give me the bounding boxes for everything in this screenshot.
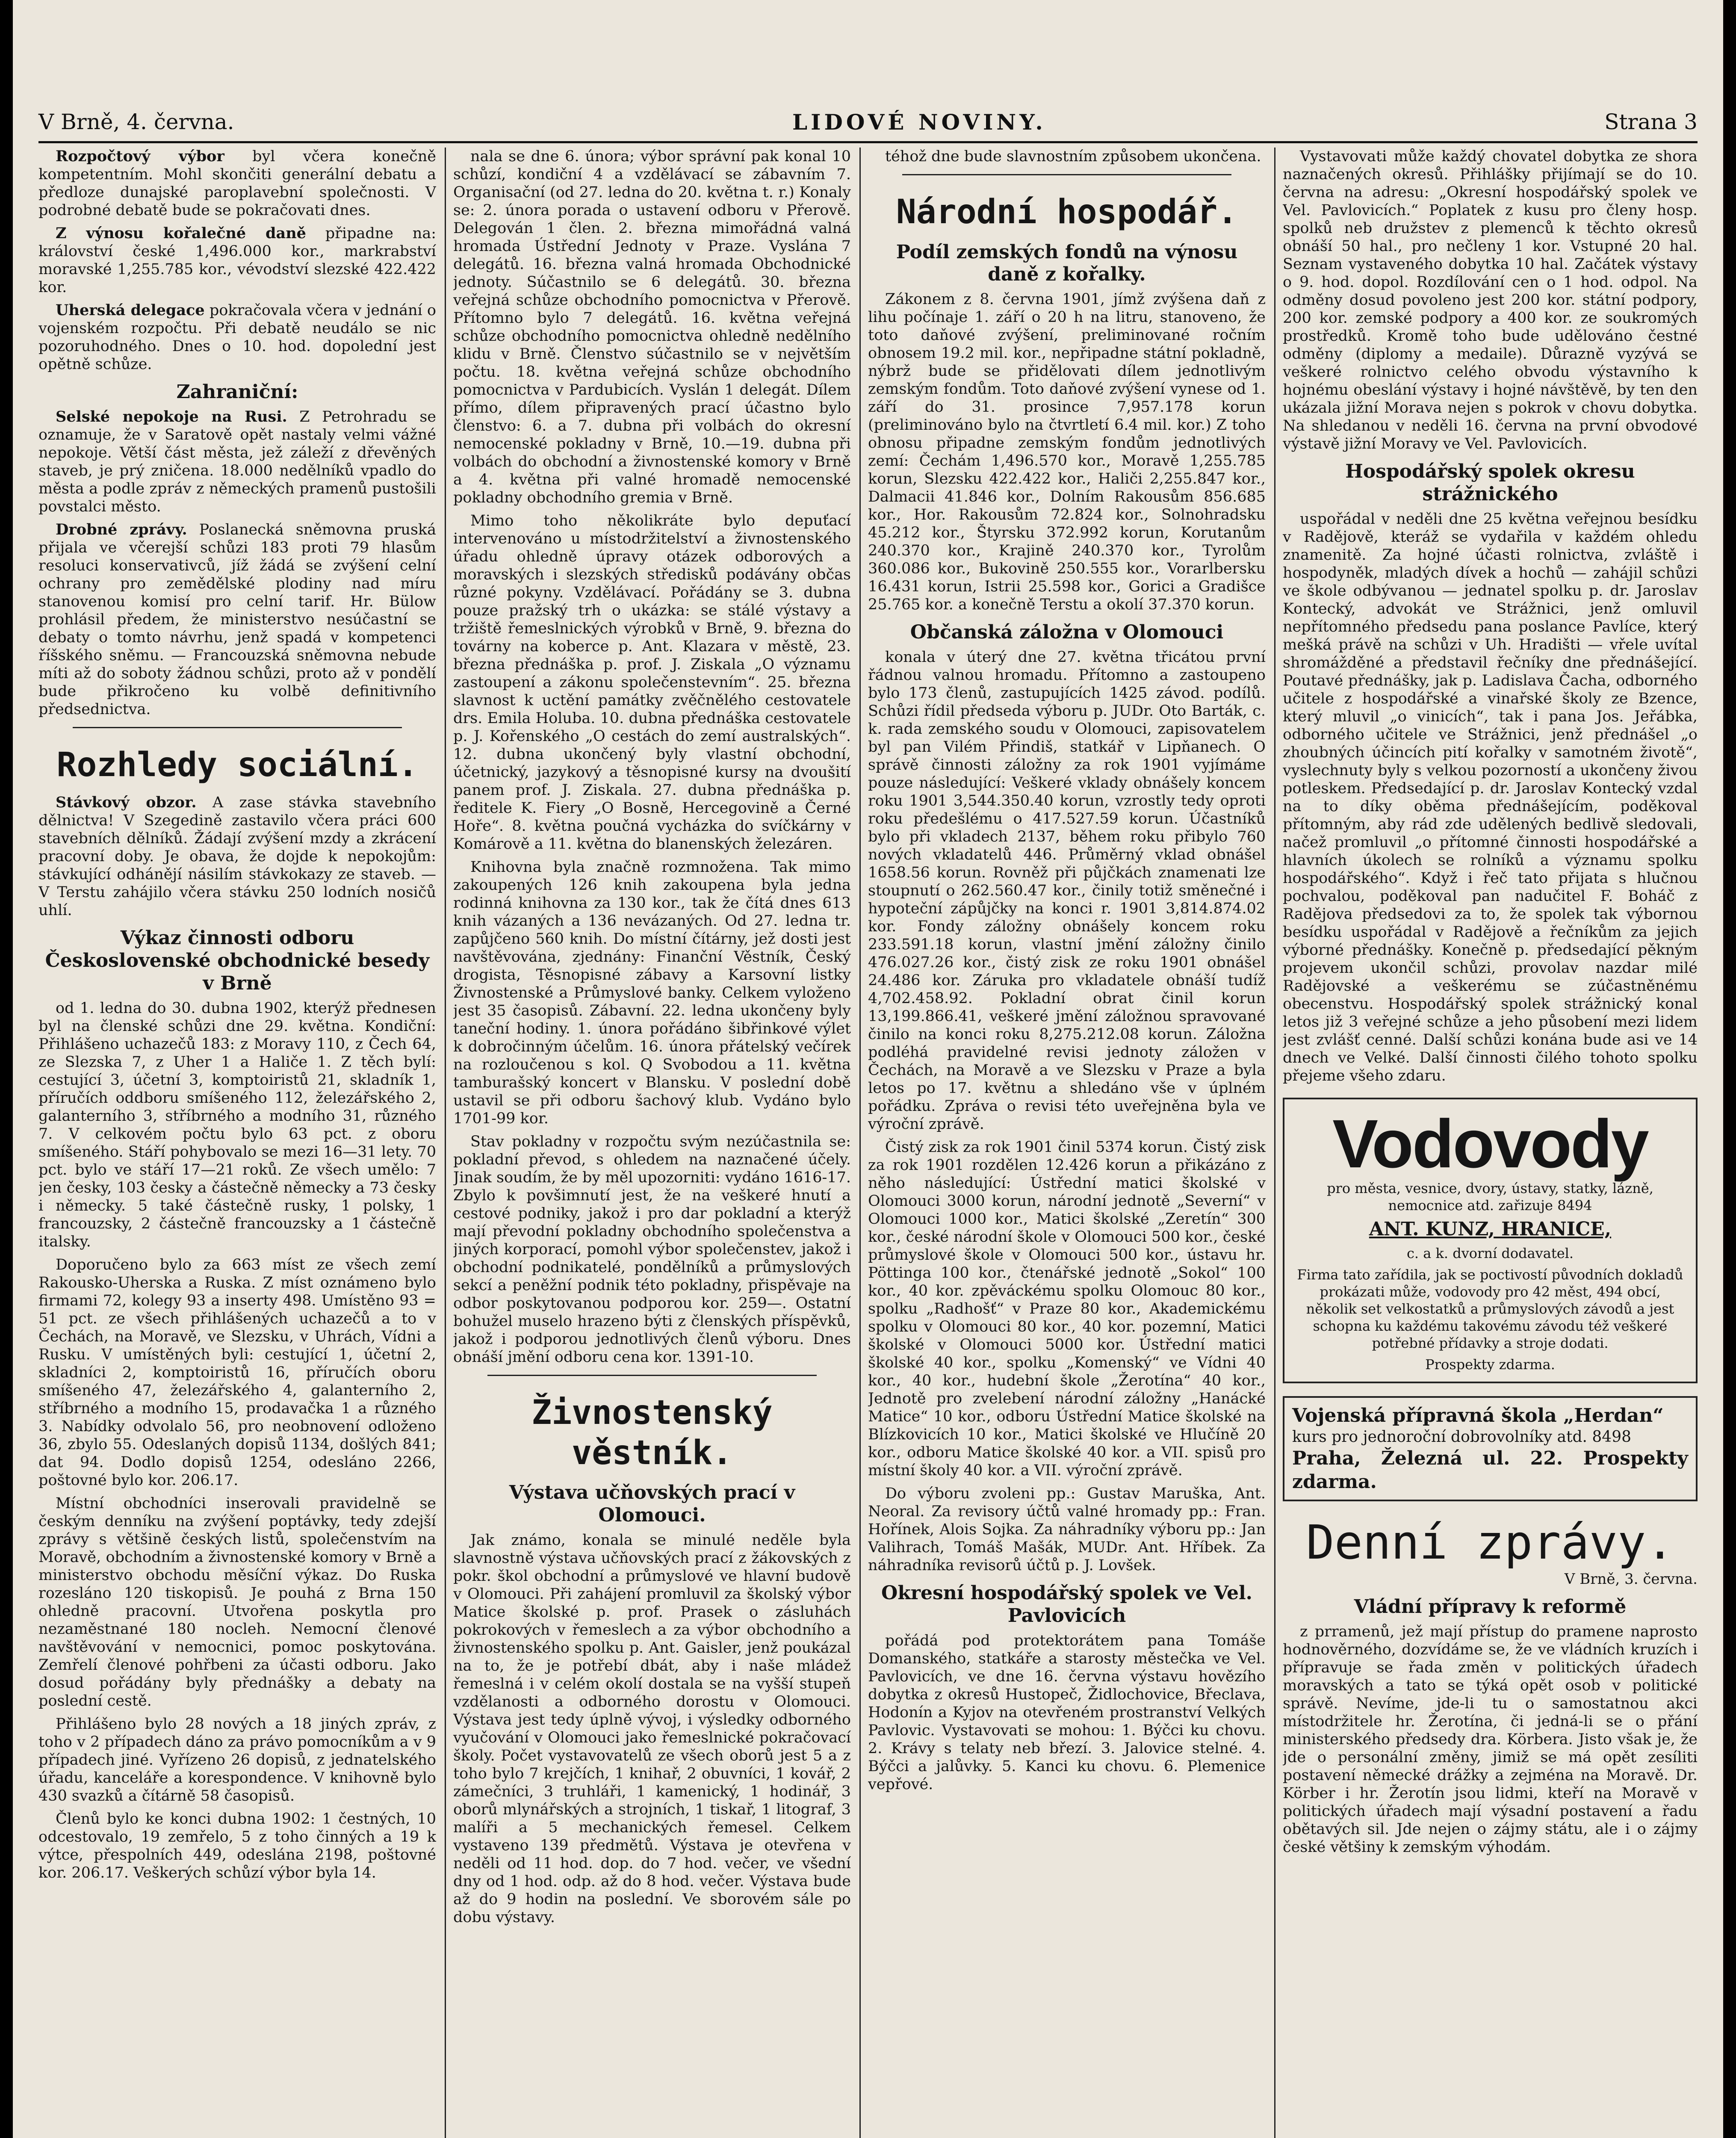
- article-text: od 1. ledna do 30. dubna 1902, kterýž přednesen byl na členské schůzi dne 29. května. Kondiční: Přihlášeno uchazečů 183: z Moravy 110, z Čech 64, ze Slezska 7, z Uher 1 a Haliče 1. Z těch bylí: cestující 3, účetní 3, komptoiristů 21, skladník 1, příručích oddboru smíšeného 112, železářského 2, galanterního 3, stříbrného a modního 31, různého 7. V celkovém počtu bylo 63 pct. z oboru smíšeného. Stáří pohybovalo se mezi 16—31 lety. 70 pct. bylo ve stáří 17—21 roků. Ze všech umělo: 7 jen česky, 103 česky a částečně německy a 73 česky i německy. 5 také částečně rusky, 1 polsky, 1 francouzsky, 2 částečně francouzsky a 1 částečně italsky.: [38, 999, 436, 1250]
- divider: [902, 174, 1231, 175]
- column-3: [868, 148, 1266, 2138]
- article-text: Do výboru zvoleni pp.: Gustav Maruška, Ant. Neoral. Za revisory účtů valné hromady pp.: Fran. Hořínek, Alois Sojka. Za náhradníky výboru pp.: Jan Valihrach, Tomáš Mašák, MUDr. Ant. Hříbek. Za náhradníka revisorů účtů p. J. Lovšek.: [868, 1485, 1266, 1574]
- article-text: nala se dne 6. února; výbor správní pak konal 10 schůzí, kondiční 4 a vzdělávací se zábavním 7. Organisační (od 27. ledna do 20. května t. r.) Konaly se: 2. února porada o ustavení odboru v Přerově. Delegován 1 člen. 2. března mimořádná valná hromada Ústřední Jednoty v Praze. Vyslána 7 delegátů. 16. března valná hromada Obchodnické jednoty. Súčastnilo se 6 delegátů. 30. března veřejná schůze obchodního pomocnictva v Přerově. Přítomno bylo 7 delegátů. 16. května veřejná schůze obchodního pomocnictva ohledně nedělního klidu v Brně. Členstvo súčastnilo se v největším počtu. 18. května veřejná schůze obchodního pomocnictva v Pardubicích. Vyslán 1 delegát. Dílem přímo, dílem připravených prací účastno bylo členstvo: 6. a 7. dubna při volbách do okresní nemocenské pokladny v Brně, 10.—19. dubna při volbách do obchodní a živnostenské komory v Brně a 4. května při valné hromadě nemocenské pokladny obchodního gremia v Brně.: [453, 148, 851, 506]
- section-title-trade: Živnostenský věstník.: [531, 1394, 773, 1472]
- article-paragraph: [38, 148, 436, 219]
- column-divider: [859, 148, 861, 2138]
- article-text: Stav pokladny v rozpočtu svým nezúčastnila se: pokladní převod, s ohledem na naznačené účely. Jinak soudím, že by měl upozorniti: vydáno 1616-17. Zbylo k povšimnutí jest, že na veškeré hnutí a cestové podniky, jakož i pro dar pokladní a kterýž mají převodní pokladny obchodního společenstva a jiných korporací, pomohl výbor společenstev, jakož i obchodní podnikatelé, pondělníků a průmyslových sekcí a peněžní podnik této pokladny, přispěvaje na odbor poskytovanou podporou kor. 259—. Ostatní bohužel muselo hrazeno býti z členských příspěvků, jakož i podporou jednotlivých členů výboru. Dnes obnáší jmění odboru cena kor. 1391-10.: [453, 1133, 851, 1366]
- article-heading: Výstava učňovských prací v Olomouci.: [509, 1482, 795, 1526]
- advertisement-school: [1283, 1396, 1698, 1501]
- section-title-economy: Národní hospodář.: [896, 193, 1238, 231]
- column-4: [1283, 148, 1698, 2138]
- ad-number: 8498: [1592, 1428, 1632, 1446]
- article-heading: Uherská delegace: [56, 301, 205, 319]
- section-title-social: Rozhledy sociální.: [56, 745, 418, 784]
- column-divider: [1274, 148, 1275, 2138]
- article-paragraph: [38, 408, 436, 516]
- article-text: připadne na: království české 1,496.000 kor., markrabství moravské 1,255.785 kor., vévodství slezské 422.422 kor.: [38, 225, 436, 296]
- ad-firm: ANT. KUNZ, HRANICE,: [1369, 1218, 1612, 1240]
- article-text: Doporučeno bylo za 663 míst ze všech zemí Rakousko-Uherska a Ruska. Z míst oznámeno bylo firmami 72, kolegy 93 a inserty 498. Umístěno 93 = 51 pct. ze všech přihlášených uchazečů a to v Čechách, na Moravě, ve Slezsku, v Uhrách, Vídni a Rusku. V umístěných byli: cestující 1, účetní 2, skladníci 2, komptoiristů 16, příručích oboru smíšeného 47, železářského 4, galanterního 2, stříbrného a modního 15, prodavačka 1 a různého 3. Nabídky odvolalo 56, pro neobnovení odloženo 36, zbylo 55. Odeslaných dopisů 1134, došlých 841; dat 94. Dodlo dopisů 1254, odesláno 2266, poštovné bylo kor. 206.17.: [38, 1256, 436, 1489]
- article-paragraph: [38, 224, 436, 296]
- article-heading: Výkaz činnosti odboru Československé obchodnické besedy v Brně: [45, 927, 430, 994]
- article-text: byl včera konečně kompetentním. Mohl skončiti generální debatu a předloze dunajské paroplavební společnosti. V podrobné debatě bude se pokračovati dnes.: [38, 148, 436, 219]
- article-text: Přihlášeno bylo 28 nových a 18 jiných zpráv, z toho v 2 případech dáno za právo pomocníkům a v 9 případech jiné. Vyřízeno 26 dopisů, z jednatelského úřadu, kanceláře a korespondence. V knihovně bylo 430 svazků a čítárně 58 časopisů.: [38, 1715, 436, 1804]
- ad-title: Vodovody: [1332, 1105, 1648, 1182]
- masthead-dateline: V Brně, 4. června.: [38, 109, 234, 134]
- masthead-rule: [38, 141, 1698, 143]
- masthead: [38, 107, 1698, 137]
- column-2: [453, 148, 851, 2138]
- article-heading: Stávkový obzor.: [56, 794, 197, 812]
- article-heading: Vládní přípravy k reformě: [1354, 1596, 1627, 1618]
- article-text: Zákonem z 8. června 1901, jímž zvýšena daň z lihu počínaje 1. září o 20 h na litru, stanoveno, že toto daňové zvýšení, preliminované ročním obnosem 19.2 mil. kor., nepřipadne státní pokladně, nýbrž bude se přidělovati dílem jednotlivým zemským fondům. Toto daňové zvýšení vynese od 1. září do 31. prosince 7,957.178 korun (preliminováno bylo na čtvrtletí 6.4 mil. kor.) Z toho obnosu připadne zemským fondům jednotlivých zemí: Čechám 1,496.570 kor., Moravě 1,255.785 korun, Slezsku 422.422 kor., Haliči 2,255.847 kor., Dalmacii 41.846 kor., Dolním Rakousům 856.685 kor., Hor. Rakousům 72.824 kor., Solnohradsku 45.212 kor., Štyrsku 372.992 korun, Korutanům 240.370 kor., Krajině 240.370 kor., Tyrolům 360.086 kor., Bukovině 250.555 kor., Vorarlbersku 16.431 korun, Istrii 25.598 kor., Gorici a Gradišce 25.765 kor. a konečně Terstu a okolí 37.370 korun.: [868, 291, 1266, 614]
- masthead-page-number: Strana 3: [1604, 109, 1698, 134]
- ad-address: Praha, Železná ul. 22. Prospekty zdarma.: [1292, 1447, 1688, 1493]
- article-text: A zase stávka stavebního dělnictva! V Szegedině zastavilo včera práci 600 stavebních dělníků. Žádají zvýšení mzdy a zkrácení pracovní doby. Je obava, že dojde k nepokojům: stávkující odhánějí násilím stávkokazy ze staveb. — V Terstu zahájilo včera stávku 250 lodních nosičů uhlí.: [38, 794, 436, 919]
- ad-firm-sub: c. a k. dvorní dodavatel.: [1406, 1245, 1574, 1262]
- ad-text: kurs pro jednoroční dobrovolníky atd.: [1292, 1428, 1587, 1446]
- article-paragraph: [38, 521, 436, 718]
- article-text: pokračovala včera v jednání o vojenském rozpočtu. Při debatě neudálo se nic pozoruhodného. Dnes o 10. hod. dopolední jest opětně schůze.: [38, 302, 436, 373]
- article-text: Členů bylo ke konci dubna 1902: 1 čestných, 10 odcestovalo, 19 zemřelo, 5 z toho činných a 19 k výtce, přespolních 449, odeslána 2198, poštovné kor. 206.17. Veškerých schůzí výbor byla 14.: [38, 1810, 436, 1881]
- column-1: [38, 148, 436, 2138]
- article-text: pořádá pod protektorátem pana Tomáše Domanského, statkáře a starosty městečka ve Vel. Pavlovicích, ve dne 16. června výstavu hovězího dobytka z okresů Hustopeč, Židlochovice, Břeclava, Hodonín a Kyjov na otevřeném prostranství Velkých Pavlovic. Vystavovati se mohou: 1. Býčci ku chovu. 2. Krávy s telaty neb březí. 3. Jalovice stelné. 4. Býčci a jalůvky. 5. Kanci ku chovu. 6. Plemenice vepřové.: [868, 1632, 1266, 1793]
- article-paragraph: [38, 301, 436, 373]
- column-divider: [445, 148, 446, 2138]
- article-heading: Okresní hospodářský spolek ve Vel. Pavlovicích: [881, 1582, 1252, 1627]
- article-text: Knihovna byla značně rozmnožena. Tak mimo zakoupených 126 knih zakoupena byla jedna rodinná knihovna za 130 kor., tak že čítá dnes 613 knih vázaných a 136 nevázaných. Od 27. ledna tr. zapůjčeno 560 knih. Do místní čítárny, jež dosti jest navštěvována, zjednány: Finanční Věstník, Český drogista, Těsnopisné zábavy a Karsovní listky Živnostenské a Průmyslové banky. Celkem vyloženo jest 35 časopisů. Zábavní. 22. ledna ukončeny byly taneční hodiny. 1. února pořádáno šibřinkové výlet k dobročinným účelům. 16. února přátelský večírek na rozloučenou s kol. Q Svobodou a 11. května tamburašský koncert v Blansku. V poslední době ustavil se při odboru šachový klub. Vydáno bylo 1701-99 kor.: [453, 859, 851, 1127]
- article-text: Jak známo, konala se minulé neděle byla slavnostně výstava učňovských prací z žákovských z pokr. škol obchodní a průmyslové ve hlavní budově v Olomouci. Při zahájení promluvil za školský výbor Matice školské p. prof. Prasek o zásluhách pokrokových v řemeslech a za výbor obchodního a živnostenského spolku p. Ant. Gaisler, jenž poukázal na to, že je potřebí dbát, aby i naše mládež řemeslná i v celém okolí dostala se na vyšší stupeň vzdělanosti a odborného dorostu v Olomouci. Výstava jest tedy úplně vývoj, i výsledky odborného vyučování v Olomouci jako řemeslnické pokračovací školy. Počet vystavovatelů ze všech oborů jest 5 a z toho bylo 7 krejčích, 1 knihař, 2 obuvníci, 1 kovář, 2 zámečníci, 3 truhláři, 1 kamenický, 1 hodinář, 3 oborů mlynářských a strojních, 1 tiskař, 1 litograf, 3 malíři a 5 mechanických řemesel. Celkem vystaveno 139 předmětů. Výstava je otevřena v neděli od 11 hod. dop. do 7 hod. večer, ve všední dny od 1 hod. odp. až do 8 hod. večer. Výstava bude až do 9 hodin na poslední. Ve sborovém sále po dobu výstavy.: [453, 1531, 851, 1926]
- ad-number: 8494: [1557, 1197, 1592, 1214]
- article-heading: Podíl zemských fondů na výnosu daně z kořalky.: [896, 241, 1238, 286]
- article-heading: Drobné zprávy.: [56, 520, 187, 538]
- article-text: téhož dne bude slavnostním způsobem ukončena.: [885, 148, 1261, 165]
- news-dateline: V Brně, 3. června.: [1564, 1571, 1698, 1588]
- ad-body: Firma tato zařídila, jak se poctivostí původních dokladů prokázati může, vodovody pro 42 měst, 494 obcí, několik set velkostatků a průmyslových závodů a jest schopna ku každému takovému závodu též veškeré potřebné přídavky a stroje dodati.: [1297, 1267, 1683, 1352]
- section-title-daily-news: Denní zprávy.: [1306, 1515, 1674, 1570]
- article-heading: Selské nepokoje na Rusi.: [56, 408, 287, 425]
- ad-footer: Prospekty zdarma.: [1425, 1356, 1555, 1373]
- article-text: Vystavovati může každý chovatel dobytka ze shora naznačených okresů. Přihlášky přijímají se do 10. června na adresu: „Okresní hospodářský spolek ve Vel. Pavlovicích.“ Poplatek z kusu pro členy hosp. spolků neb družstev z plemenců k těchto okresů obnáší 50 hal., pro nečleny 1 kor. Vstupné 20 hal. Seznam vystaveného dobytka 10 hal. Začátek výstavy o 9. hod. dopol. Rozdílování cen o 1 hod. odpol. Na odměny dosud povoleno jest 200 kor. státní podpory, 200 kor. zemské podpory a 400 kor. ze soukromých prostředků. Kromě toho bude udělováno čestné odměny (diplomy a medaile). Důrazně vyzývá se veškeré rolnictvo celého obvodu výstavního k hojnému obeslání výstavy i hojné návštěvě, by ten den ukázala jižní Morava nejen s pokrok v chovu dobytka. Na shledanou v neděli 16. června na první obvodové výstavě jižní Moravy ve Vel. Pavlovicích.: [1283, 148, 1698, 452]
- article-text: Z Petrohradu se oznamuje, že v Saratově opět nastaly velmi vážné nepokoje. Větší část města, jež záleží z dřevěných staveb, je prý zničena. 18.000 nedělníků vpadlo do města a podle zpráv z německých pramenů pustošili povstalci město.: [38, 408, 436, 515]
- article-text: Mimo toho několikráte bylo depuťací intervenováno u místodržitelství a živnostenského úřadu ohledně úpravy otázek odborových a moravských i slezských středisků podávány občas různé pokyny. Vzdělávací. Pořádány se 3. dubna pouze pražský trh o ukázka: se stálé výstavy a tržiště řemeslnických výrobků v Brně, 9. března do továrny na koberce p. Ant. Klazara v městě, 23. března přednáška p. prof. J. Ziskala „O významu zastoupení a zákonu společenstevním“. 25. března slavnost k uctění památky zvěčnělého cestovatele drs. Emila Holuba. 10. dubna přednáška cestovatele p. J. Kořenského „O cestách do zemí australských“. 12. dubna ukončený byly vlastní obchodní, účetnický, jazykový a těsnopisné kursy na dvoušití panem prof. J. Ziskala. 27. dubna přednáška p. ředitele K. Fiery „O Bosně, Hercegovině a Černé Hoře“. 8. května poučná vycházka do svíčkárny v Komárově a 11. května do blanenských železáren.: [453, 512, 851, 853]
- ad-text: [1293, 1180, 1687, 1214]
- article-text: Čistý zisk za rok 1901 činil 5374 korun. Čistý zisk za rok 1901 rozdělen 12.426 korun a přikázáno z něho následující: Ústřední matici školské v Olomouci 3000 korun, národní jednotě „Severní“ v Olomouci 1000 kor., Matici školské „Zeretín“ 300 kor., české národní škole v Olomouci 500 kor., české průmyslové škole v Olomouci 500 kor., ústavu hr. Pöttinga 100 kor., čtenářské jednotě „Sokol“ 100 kor., 40 kor. zpěváckému spolku Olomouc 80 kor., spolku „Radhošť“ v Praze 80 kor., Akademickému spolku v Olomouci 80 kor., 40 kor. pozemní, Matici školské v Olomouci 5000 kor. Ústřední matici školské 40 kor., spolku „Komenský“ ve Vídni 40 kor., 40 kor., hudební škole „Žerotína“ 40 kor., Jednotě pro zvelebení národní záložny „Hanácké Matice“ 10 kor., odboru Ústřední Matice školské na Blízkovicích 10 kor., Matici školské ve Hlučíně 20 kor., odboru Matice školské 40 kor. a VII. spisů pro místní školy 40 kor. a VII. výroční zprávě.: [868, 1138, 1266, 1479]
- article-text: Místní obchodníci inserovali pravidelně se českým denníku na zvýšení poptávky, tedy zdejší zprávy s většině českých listů, společenstvím na Moravě, obchodním a živnostenské komory v Brně a ministerstvo obchodu měsíční výkaz. Do Ruska rozesláno 120 tiskopisů. Je pouhá z Brna 150 ohledně pracovní. Utvořena poskytla pro nezaměstnané 180 nocleh. Nemocní členové navštěvování v nemocnici, pomoc poskytována. Zemřelí členové pohřbeni za účasti odboru. Jako dosud pořádány byly přednášky a debaty na poslední cestě.: [38, 1494, 436, 1710]
- newspaper-page: [13, 0, 1723, 2138]
- masthead-title: LIDOVÉ NOVINY.: [792, 109, 1046, 135]
- advertisement-waterworks: [1283, 1098, 1698, 1384]
- divider: [487, 1375, 817, 1376]
- article-heading: Hospodářský spolek okresu strážnického: [1345, 461, 1635, 505]
- article-text: konala v úterý dne 27. května třicátou první řádnou valnou hromadu. Přítomno a zastoupeno bylo 173 členů, zastupujících 1425 závod. podílů. Schůzi řídil předseda výboru p. JUDr. Oto Barták, c. k. rada zemského soudu v Olomouci, zapisovatelem byl pan Vilém Přindiš, statkář v Lipňanech. O správě činnosti záložny za rok 1901 vyjímáme pouze následující: Veškeré vklady obnášely koncem roku 1901 3,544.350.40 korun, vzrostly tedy oproti roku předešlému o 417.527.59 korun. Účastníků bylo při vkladech 2137, během roku přibylo 760 nových vkladatelů 446. Průměrný vklad obnášel 1658.56 korun. Rovněž při půjčkách znamenati lze stoupnutí o 262.560.47 kor., činily totiž směnečné i hypoteční zápůjčky na konci r. 1901 3,814.874.02 kor. Fondy záložny obnášely koncem roku 233.591.18 korun, vlastní jmění záložny činilo 476.027.26 kor., čistý zisk ze roku 1901 obnášel 24.486 kor. Záruka pro vkladatele obnáší tudíž 4,702.458.92. Pokladní obrat činil korun 13,199.866.41, veškeré jmění záložnou spravované činilo na konci roku 8,275.212.08 korun. Záložna podléhá pravidelné revisi jednoty záložen v Čechách, na Moravě a ve Slezsku v Praze a byla letos po 17. květnu a shledáno vše v úplném pořádku. Zpráva o revisi této uveřejněna byla ve výroční zprávě.: [868, 648, 1266, 1133]
- article-text: uspořádal v neděli dne 25 května veřejnou besídku v Radějově, kteráž se vydařila v každém ohledu znamenitě. Za hojné účasti rolnictva, zvláště i hospodyněk, mladých dívek a hochů — zahájil schůzi ve škole odbývanou — jednatel spolku p. dr. Jaroslav Kontecký, advokát ve Strážnici, jenž omluvil nepřítomného předsedu pana poslance Pavlíce, který mešká právě na schůzi v Uh. Hradišti — vřele uvítal shromážděné a představil řečníky dne přednášející. Poutavé přednášky, jak p. Ladislava Čacha, odborného učitele z hospodářské a vinařské školy ze Bzence, který mluvil „o vinicích“, tak i pana Jos. Jeřábka, odborného učitele ve Strážnici, jenž přednášel „o zhoubných účincích pití kořalky v samotném životě“, vyslechnuty byly s velkou pozorností a ukončeny živou potleskem. Předsedající p. dr. Jaroslav Kontecký vzdal na to díky oběma přednášejícím, poděkoval přítomným, aby rád zde udělených bedlivě sledovali, načež promluvil „o přítomné činnosti hospodářské a hlavních úkolech se rolníků a významu spolku hospodářského“. Když i řeč tato přijata s hlučnou pochvalou, poděkoval pan nadučitel F. Boháč z Radějova předsedovi za to, že spolek tak výbornou besídku uspořádal v Radějově a řečníkům za jejich výborné přednášky. Konečně p. předsedající pěkným projevem ukončil schůzi, provolav nazdar milé Radějovské a veškerému se zúčastněnému obecenstvu. Hospodářský spolek strážnický konal letos již 3 veřejné schůze a jeho působení mezi lidem jest zvlášť cenné. Další schůzi konána bude asi ve 14 dnech ve Velké. Další činnosti čilého tohoto spolku přejeme všeho zdaru.: [1283, 510, 1698, 1084]
- article-text: z prramenů, jež mají přístup do pramene naprosto hodnověrného, dozvídáme se, že ve vládních kruzích i přípravuje se řada změn v politických úřadech moravských a tato se týká opět osob v politické správě. Nevíme, jde-li tu o samostatnou akci místodržitele hr. Žerotína, či jedná-li se o přání ministerského předsedy dra. Körbera. Jisto však je, že jde o personální změny, jimiž se má opět zesíliti postavení německé drážky a zejména na Moravě. Dr. Körber i hr. Žerotín jsou lidmi, kteří na Moravě v politických úřadech mají výsadní postavení a řadu obětavých sil. Jde nejen o zájmy státu, ale i o zájmy české většiny k zemským výhodám.: [1283, 1623, 1698, 1856]
- article-heading: Občanská záložna v Olomouci: [910, 621, 1224, 644]
- ad-text-body: pro města, vesnice, dvory, ústavy, statky, lázně, nemocnice atd. zařizuje: [1327, 1180, 1653, 1214]
- article-heading: Z výnosu kořalečné daně: [56, 224, 306, 242]
- article-paragraph: [38, 794, 436, 919]
- article-heading: Rozpočtový výbor: [56, 148, 224, 165]
- divider: [73, 727, 402, 728]
- article-text: Poslanecká sněmovna pruská přijala ve včerejší schůzi 183 proti 79 hlasům resoluci konservativců, jíž žádá se zvýšení celní ochrany pro zemědělské plodiny nad míru stanovenou komisí pro celní tarif. Hr. Bülow prohlásil předem, že ministerstvo nesúčastní se debaty o tomto návrhu, jenž spadá v kompetenci říšského sněmu. — Francouzská sněmovna nebude míti až do soboty žádnou schůzi, proto až v pondělí bude přikročeno ku volbě definitivního předsednictva.: [38, 521, 436, 718]
- section-heading: Zahraniční:: [176, 381, 298, 403]
- ad-title: Vojenská přípravná škola „Herdan“: [1292, 1405, 1664, 1427]
